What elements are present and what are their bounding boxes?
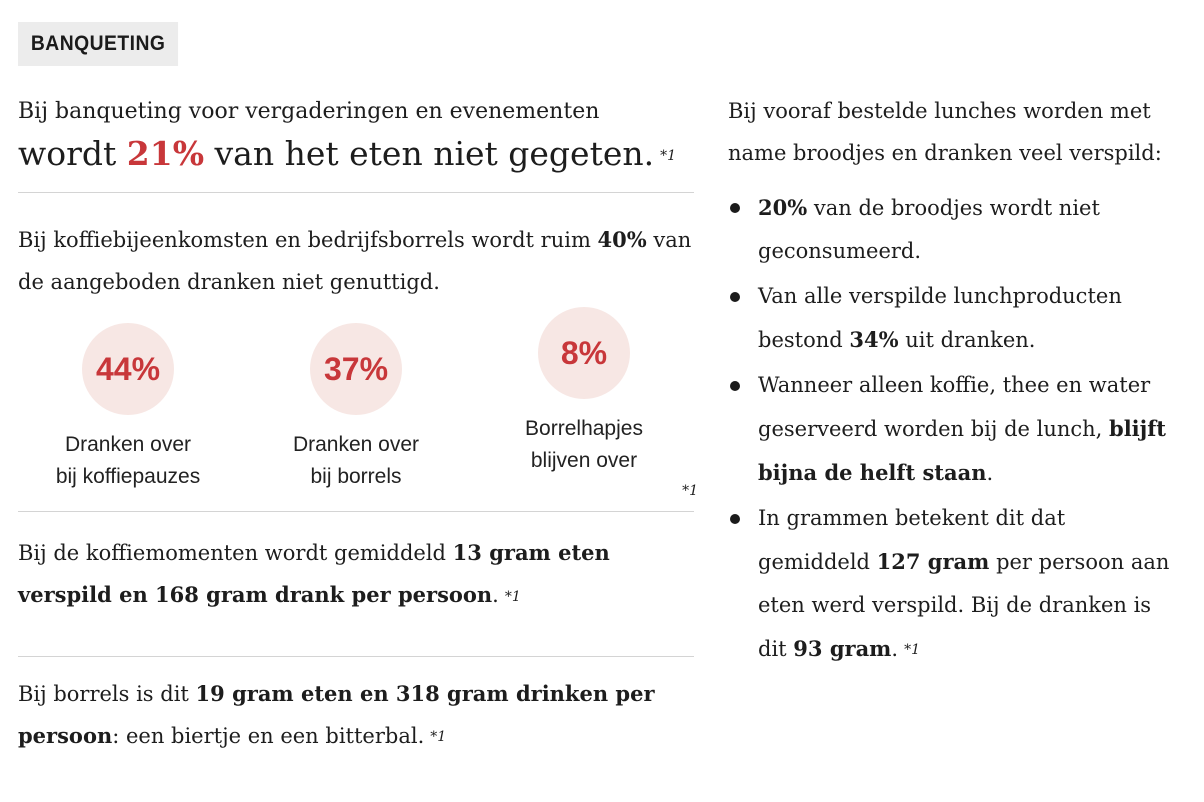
lunch-b4-bold2: 93 gram [793,636,892,661]
lunch-b1-rest: van de broodjes wordt niet geconsumeerd. [758,196,1100,263]
borrels-bold: 19 gram eten en 318 gram drinken per persoon [18,680,655,748]
footnote-marker: *1 [682,483,698,499]
lunch-b4-post: . [891,637,899,661]
stat-label-line: Borrelhapjes [525,417,643,440]
stat-label-line: bij koffiepauzes [55,465,201,488]
drinks-intro-bold: 40% [597,227,647,252]
stats-row [18,323,698,499]
lead-headline-post: van het eten niet gegeten. [204,134,655,173]
coffee-post: . [492,583,499,607]
list-item [728,364,1178,495]
divider [18,511,694,512]
lunch-intro: Bij vooraf bestelde lunches worden met name broodjes en dranken veel verspild: [728,99,1162,165]
borrels-post: : een biertje en een bitterbal. [112,723,425,748]
divider [18,656,694,657]
lunch-b4-bold1: 127 gram [876,549,990,574]
lunch-b2-post: uit dranken. [898,328,1036,352]
list-item [728,275,1178,362]
lead-intro: Bij banqueting voor vergaderingen en evenementen [18,99,600,124]
lead-headline [18,132,694,178]
coffee-bold: 13 gram eten verspild en 168 gram drank per persoon [18,540,610,607]
coffee-stat [18,532,694,618]
lunch-b4-pre: In grammen betekent dit dat gemiddeld [758,506,1066,574]
lunch-b3-post: . [986,461,994,485]
stat-circle: 37% [310,323,402,415]
footnote-marker: *1 [660,148,677,164]
lead-headline-pre: wordt [18,134,127,173]
footnote-marker: *1 [430,729,447,745]
stat-label-line: Dranken over [64,433,192,456]
stat-label-line: bij borrels [310,465,402,488]
footnote-marker: *1 [504,588,521,605]
stat-circle: 44% [82,323,174,415]
list-item [728,186,1178,273]
stat-circle: 8% [538,307,630,399]
lunch-b3-pre: Wanneer alleen koffie, thee en water geserveerd worden bij de lunch, [758,373,1151,441]
stat-label [474,413,694,477]
lunch-b4-mid: per persoon aan eten werd verspild. Bij de dranken is dit [758,550,1170,661]
right-column [728,90,1178,674]
stat-label-line: Dranken over [292,433,420,456]
footnote-marker: *1 [904,642,920,658]
lunch-list [728,186,1178,672]
lunch-b3-bold: blijft bijna de helft staan [758,416,1166,485]
stat-label [18,429,238,493]
divider [18,192,694,193]
stat-label [246,429,466,493]
left-column [18,90,698,758]
coffee-pre: Bij de koffiemomenten wordt gemiddeld [18,541,453,565]
borrels-stat [18,673,694,759]
list-item [728,497,1178,672]
lead-highlight: 21% [126,134,205,173]
stat-item [246,323,466,493]
drinks-intro-rest: van de aangeboden dranken niet genuttigd. [18,228,692,294]
drinks-intro-text: Bij koffiebijeenkomsten en bedrijfsborrels wordt ruim [18,228,598,252]
lunch-b1-bold: 20% [758,195,808,220]
lunch-b2-bold: 34% [849,327,899,352]
stat-item [474,307,698,499]
section-tag: BANQUETING [18,22,178,66]
drinks-intro [18,219,694,303]
stat-item [18,323,238,493]
lunch-b2-pre: Van alle verspilde lunchproducten bestond [758,284,1122,352]
stat-label-line: blijven over [530,449,638,472]
borrels-pre: Bij borrels is dit [18,681,196,706]
